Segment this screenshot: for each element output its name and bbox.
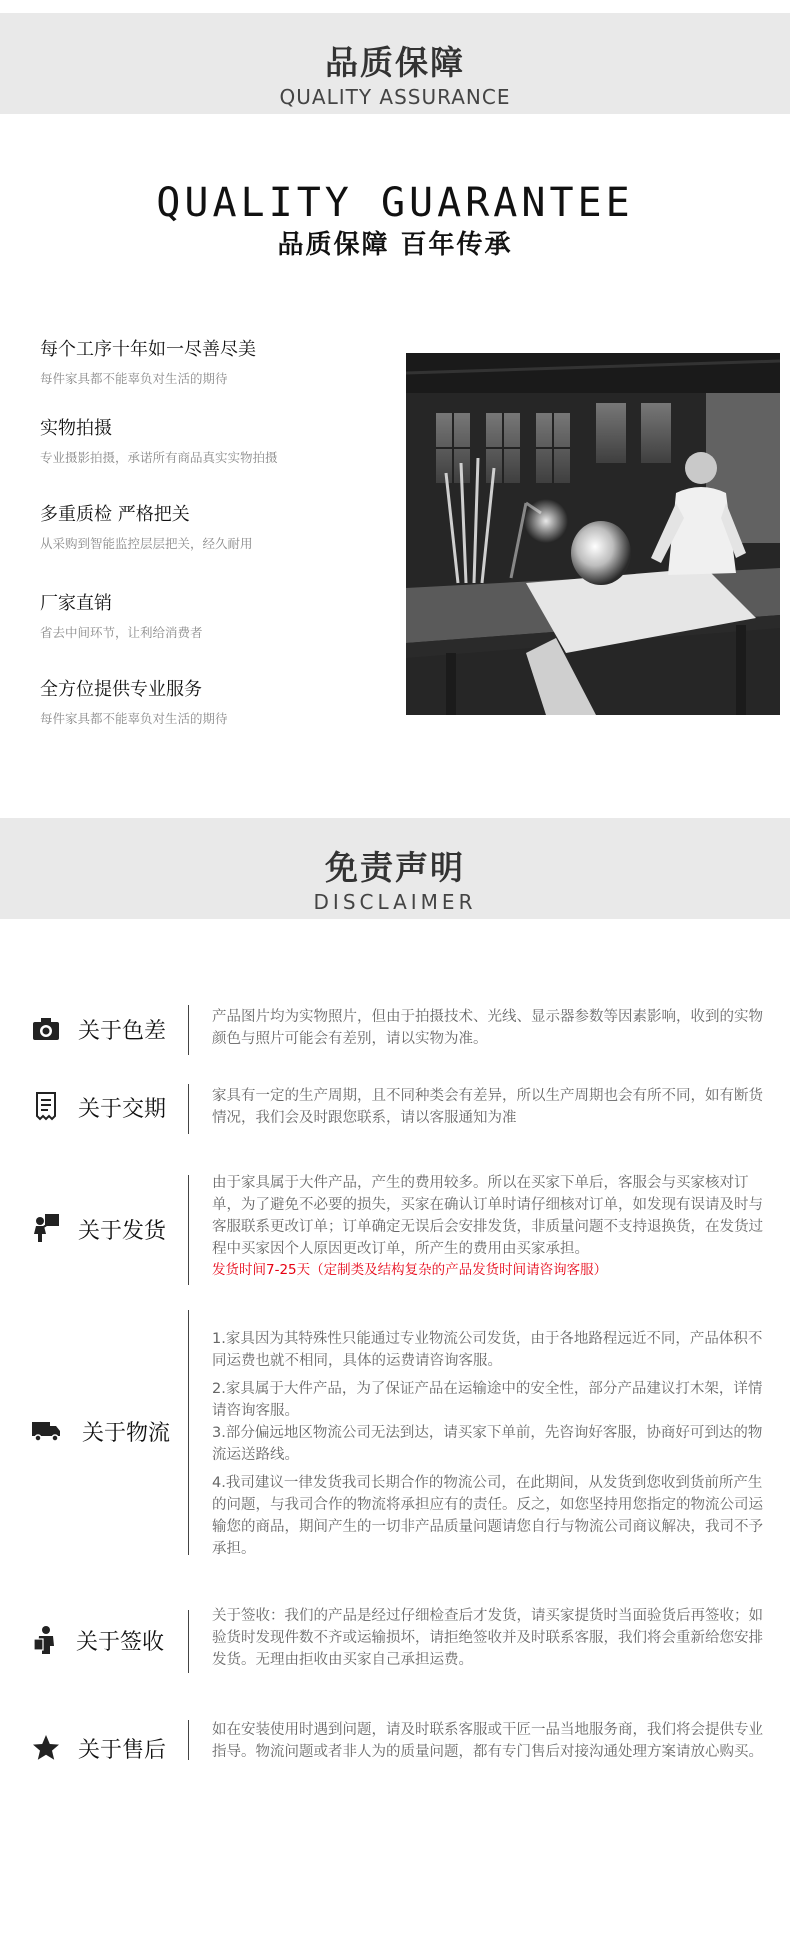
feature-item bbox=[40, 500, 400, 552]
feature-title: 多重质检 严格把关 bbox=[40, 504, 190, 525]
disclaimer-header-band bbox=[0, 818, 790, 919]
star-icon bbox=[30, 1732, 62, 1764]
disclaimer-paragraph: 4.我司建议一律发货我司长期合作的物流公司，在此期间，从发货到您收到货前所产生的问题，与我司合作的物流将承担应有的责任。反之，如您坚持用您指定的物流公司运输您的商品，期间产生的一切非产品质量问题请您自行与物流公司商议解决，我司不予承担。 bbox=[212, 1475, 763, 1557]
delivery-person-icon bbox=[30, 1212, 62, 1244]
disclaimer-paragraph: 由于家具属于大件产品，产生的费用较多。所以在买家下单后，客服会与买家核对订单，为了避免不必要的损失，买家在确认订单时请仔细核对订单，如发现有误请及时与客服联系更改订单；订单确定无误后会安排发货，非质量问题不支持退换货，在发货过程中买家因个人原因更改订单，所产生的费用由买家承担。 bbox=[212, 1175, 763, 1257]
divider bbox=[188, 1610, 189, 1673]
feature-title: 实物拍摄 bbox=[40, 418, 112, 439]
feature-title: 全方位提供专业服务 bbox=[40, 679, 202, 700]
divider bbox=[188, 1084, 189, 1134]
disclaimer-item-text bbox=[212, 1172, 767, 1280]
quality-header-band bbox=[0, 13, 790, 114]
disclaimer-paragraph: 如在安装使用时遇到问题，请及时联系客服或干匠一品当地服务商，我们将会提供专业指导。物流问题或者非人为的质量问题，都有专门售后对接沟通处理方案请放心购买。 bbox=[212, 1722, 763, 1760]
feature-desc: 每件家具都不能辜负对生活的期待 bbox=[40, 711, 228, 726]
disclaimer-item-label: 关于签收 bbox=[76, 1630, 165, 1655]
disclaimer-item-text bbox=[212, 1085, 767, 1129]
disclaimer-item-label: 关于色差 bbox=[78, 1019, 167, 1044]
feature-item bbox=[40, 414, 400, 466]
feature-title: 每个工序十年如一尽善尽美 bbox=[40, 339, 256, 360]
receipt-person-icon bbox=[30, 1624, 62, 1656]
disclaimer-paragraph: 1.家具因为其特殊性只能通过专业物流公司发货，由于各地路程远近不同，产品体积不同运费也就不相同，具体的运费请咨询客服。 bbox=[212, 1331, 763, 1369]
feature-item bbox=[40, 335, 400, 387]
disclaimer-item-label: 关于售后 bbox=[78, 1738, 167, 1763]
divider bbox=[188, 1310, 189, 1555]
camera-icon bbox=[30, 1013, 62, 1045]
disclaimer-paragraph: 2.家具属于大件产品，为了保证产品在运输途中的安全性，部分产品建议打木架，详情请咨询客服。 bbox=[212, 1381, 763, 1419]
document-icon bbox=[30, 1090, 62, 1122]
shipping-time-note: 发货时间7-25天（定制类及结构复杂的产品发货时间请咨询客服） bbox=[212, 1262, 608, 1278]
disclaimer-item-label: 关于发货 bbox=[78, 1219, 167, 1244]
feature-desc: 从采购到智能监控层层把关，经久耐用 bbox=[40, 536, 253, 551]
feature-item bbox=[40, 675, 400, 727]
truck-icon bbox=[30, 1414, 62, 1446]
disclaimer-paragraph: 3.部分偏远地区物流公司无法到达，请买家下单前，先咨询好客服，协商好可到达的物流运送路线。 bbox=[212, 1425, 763, 1463]
quality-title-en: QUALITY ASSURANCE bbox=[279, 85, 511, 109]
workshop-scene-illustration bbox=[406, 353, 780, 715]
quality-headline: QUALITY GUARANTEE bbox=[156, 180, 634, 226]
disclaimer-item-label: 关于交期 bbox=[78, 1097, 167, 1122]
divider bbox=[188, 1175, 189, 1285]
quality-subheadline: 品质保障 百年传承 bbox=[277, 230, 513, 260]
disclaimer-item-text bbox=[212, 1605, 767, 1671]
feature-desc: 专业摄影拍摄，承诺所有商品真实实物拍摄 bbox=[40, 450, 278, 465]
disclaimer-paragraph: 关于签收：我们的产品是经过仔细检查后才发货，请买家提货时当面验货后再签收；如验货时发现件数不齐或运输损坏，请拒绝签收并及时联系客服，我们将会重新给您安排发货。无理由拒收由买家自己承担运费。 bbox=[212, 1608, 763, 1668]
divider bbox=[188, 1720, 189, 1760]
disclaimer-item-text bbox=[212, 1719, 767, 1763]
feature-desc: 每件家具都不能辜负对生活的期待 bbox=[40, 371, 228, 386]
disclaimer-item-text bbox=[212, 1006, 767, 1050]
feature-desc: 省去中间环节，让利给消费者 bbox=[40, 625, 203, 640]
disclaimer-title-en: DISCLAIMER bbox=[313, 890, 477, 914]
disclaimer-paragraph: 家具有一定的生产周期，且不同种类会有差异，所以生产周期也会有所不同，如有断货情况，我们会及时跟您联系，请以客服通知为准 bbox=[212, 1088, 763, 1126]
disclaimer-title-cn: 免责声明 bbox=[325, 848, 465, 887]
disclaimer-item-text bbox=[212, 1328, 767, 1560]
feature-item bbox=[40, 589, 400, 641]
divider bbox=[188, 1005, 189, 1055]
feature-title: 厂家直销 bbox=[40, 593, 112, 614]
disclaimer-item-label: 关于物流 bbox=[82, 1421, 171, 1446]
quality-title-cn: 品质保障 bbox=[325, 43, 465, 82]
disclaimer-paragraph: 产品图片均为实物照片，但由于拍摄技术、光线、显示器参数等因素影响，收到的实物颜色与照片可能会有差别，请以实物为准。 bbox=[212, 1009, 763, 1047]
craftsman-workshop-photo bbox=[406, 353, 780, 715]
